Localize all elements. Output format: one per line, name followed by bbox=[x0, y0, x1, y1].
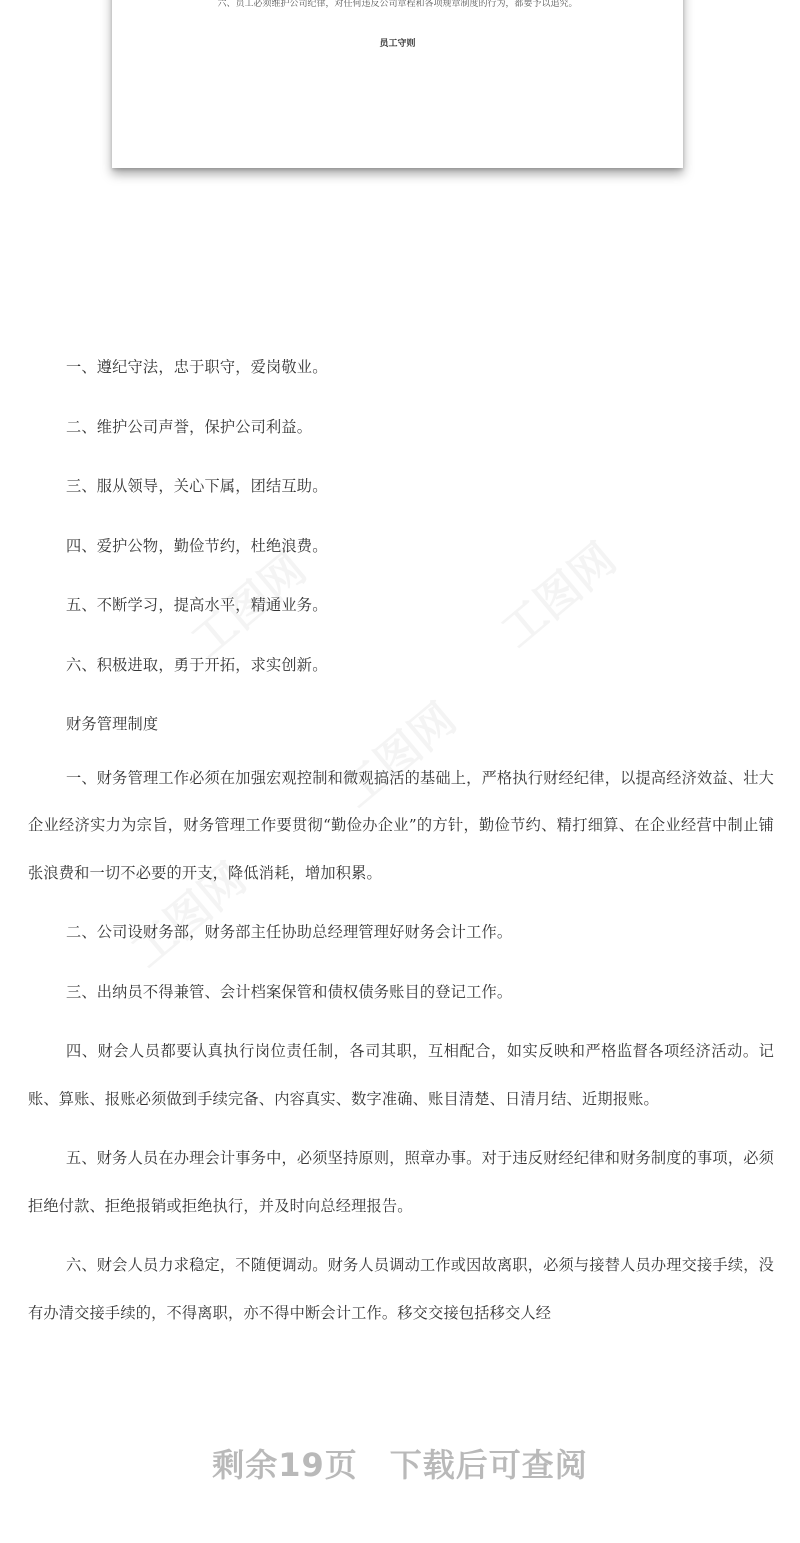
rule-4: 四、爱护公物，勤俭节约，杜绝浪费。 bbox=[66, 536, 328, 555]
download-prompt-banner[interactable] bbox=[0, 1440, 800, 1486]
rule-6: 六、积极进取，勇于开拓，求实创新。 bbox=[66, 655, 328, 674]
paragraph-1: 一、财务管理工作必须在加强宏观控制和微观搞活的基础上，严格执行财经纪律，以提高经济效益、壮大企业经济实力为宗旨，财务管理工作要贯彻“勤俭办企业”的方针，勤俭节约、精打细算、在企业经营中制止铺张浪费和一切不必要的开支，降低消耗，增加积累。 bbox=[28, 768, 774, 882]
rule-3: 三、服从领导，关心下属，团结互助。 bbox=[66, 477, 328, 495]
paragraph-3: 三、出纳员不得兼管、会计档案保管和债权债务账目的登记工作。 bbox=[66, 982, 513, 1001]
paragraph-6: 六、财会人员力求稳定，不随便调动。财务人员调动工作或因故离职，必须与接替人员办理交接手续，没有办清交接手续的，不得离职，亦不得中断会计工作。移交交接包括移交人经 bbox=[28, 1256, 774, 1322]
preview-text-line: 六、员工必须维护公司纪律，对任何违反公司章程和各项规章制度的行为，都要予以追究。 bbox=[217, 0, 578, 9]
remaining-pages-text: 剩余19页 bbox=[212, 1446, 358, 1484]
paragraph-4: 四、财会人员都要认真执行岗位责任制，各司其职，互相配合，如实反映和严格监督各项经济活动。记账、算账、报账必须做到手续完备、内容真实、数字准确、账目清楚、日清月结、近期报账。 bbox=[28, 1042, 774, 1108]
rule-2: 二、维护公司声誉，保护公司利益。 bbox=[66, 417, 313, 436]
preview-heading: 员工守则 bbox=[379, 39, 416, 49]
document-body bbox=[28, 338, 774, 1337]
paragraph-5: 五、财务人员在办理会计事务中，必须坚持原则，照章办事。对于违反财经纪律和财务制度的事项，必须拒绝付款、拒绝报销或拒绝执行，并及时向总经理报告。 bbox=[28, 1149, 774, 1215]
rule-1: 一、遵纪守法，忠于职守，爱岗敬业。 bbox=[66, 358, 328, 376]
document-preview-card bbox=[112, 0, 683, 168]
section-title: 财务管理制度 bbox=[66, 715, 159, 733]
rule-5: 五、不断学习，提高水平，精通业务。 bbox=[66, 596, 328, 614]
download-to-view-text: 下载后可查阅 bbox=[389, 1446, 588, 1484]
paragraph-2: 二、公司设财务部，财务部主任协助总经理管理好财务会计工作。 bbox=[66, 923, 513, 941]
